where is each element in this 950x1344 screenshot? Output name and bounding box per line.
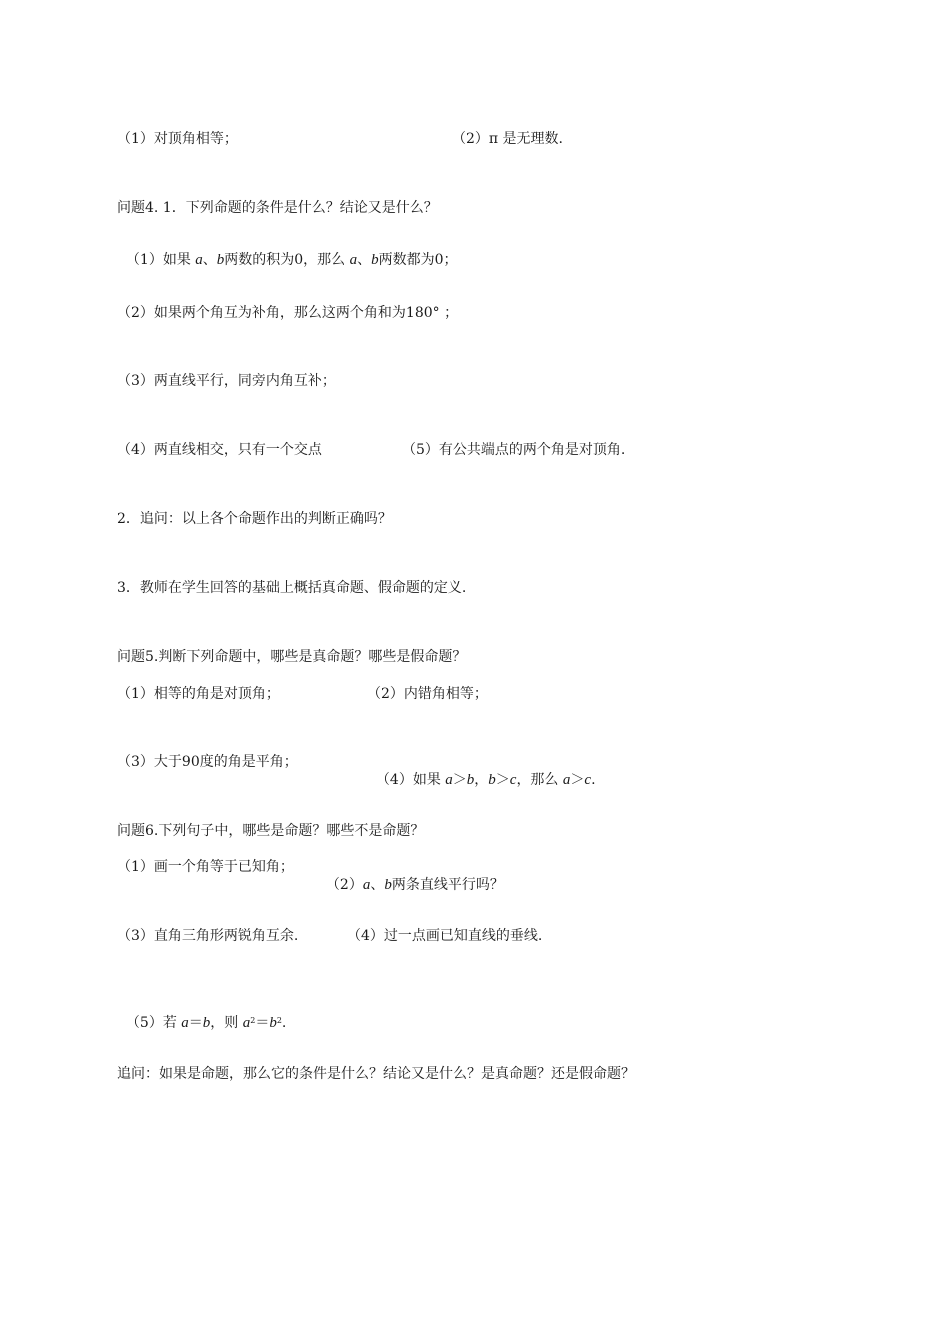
question-6-item-2 [317,858,504,894]
question-5-item-1: （1）相等的角是对顶角； [117,686,280,702]
final-follow-up: 追问：如果是命题，那么它的条件是什么？结论又是什么？是真命题？还是假命题？ [117,1066,635,1082]
line-1b: （2）π 是无理数. [452,131,564,147]
symbol: ＝ [188,1015,203,1031]
exponent: 2 [250,1016,256,1025]
question-6-item-4: （4）过一点画已知直线的垂线. [347,928,543,944]
var-b: b [488,772,496,788]
var-a: a [349,252,358,268]
text: 两数的积为0，那么 [224,252,350,268]
var-b: b [216,252,225,268]
var-c: c [584,772,592,788]
var-b: b [384,877,392,893]
line-1a: （1）对顶角相等； [117,131,238,147]
text: ，那么 [516,772,563,788]
text: （2） [325,877,363,893]
symbol: ＞ [570,772,585,788]
question-6-item-1: （1）画一个角等于已知角； [117,859,294,875]
var-a: a [242,1015,251,1031]
var-b: b [371,252,379,268]
follow-up-2: 2．追问：以上各个命题作出的判断正确吗？ [117,511,392,527]
question-4-item-5: （5）有公共端点的两个角是对顶角. [402,442,626,458]
var-b: b [269,1015,277,1031]
var-a: a [362,877,371,893]
var-c: c [509,772,517,788]
var-b: b [202,1015,211,1031]
text: 两数都为0； [378,252,458,268]
text: . [591,772,596,788]
var-b: b [466,772,475,788]
text: （1）如果 [125,252,196,268]
question-5-item-4 [367,753,596,789]
text: 、 [357,252,372,268]
text: 两条直线平行吗？ [391,877,504,893]
question-6-item-3: （3）直角三角形两锐角互余. [117,928,299,944]
item-3: 3．教师在学生回答的基础上概括真命题、假命题的定义. [117,580,467,596]
text: . [281,1015,287,1031]
question-6-item-5 [117,996,286,1032]
text: 、 [202,252,217,268]
var-a: a [195,252,203,268]
symbol: ＞ [495,772,510,788]
question-4-title: 问题4. 1．下列命题的条件是什么？结论又是什么？ [117,200,438,216]
question-5-title: 问题5.判断下列命题中，哪些是真命题？哪些是假命题？ [117,649,467,665]
question-6-title: 问题6.下列句子中，哪些是命题？哪些不是命题？ [117,823,425,839]
question-4-item-4: （4）两直线相交，只有一个交点 [117,442,322,458]
question-4-item-1 [117,233,458,269]
text: （4）如果 [375,772,446,788]
question-5-item-3: （3）大于90度的角是平角； [117,754,298,770]
var-a: a [181,1015,189,1031]
text: （5）若 [125,1015,182,1031]
question-4-item-2: （2）如果两个角互为补角，那么这两个角和为180° ； [117,305,459,321]
var-a: a [562,772,571,788]
question-4-item-3: （3）两直线平行，同旁内角互补； [117,373,336,389]
text: ，则 [210,1015,243,1031]
text: 、 [370,877,385,893]
symbol: ＞ [452,772,467,788]
exponent: 2 [276,1016,282,1025]
text: ， [474,772,489,788]
var-a: a [445,772,453,788]
question-5-item-2: （2）内错角相等； [367,686,488,702]
symbol: ＝ [255,1015,270,1031]
